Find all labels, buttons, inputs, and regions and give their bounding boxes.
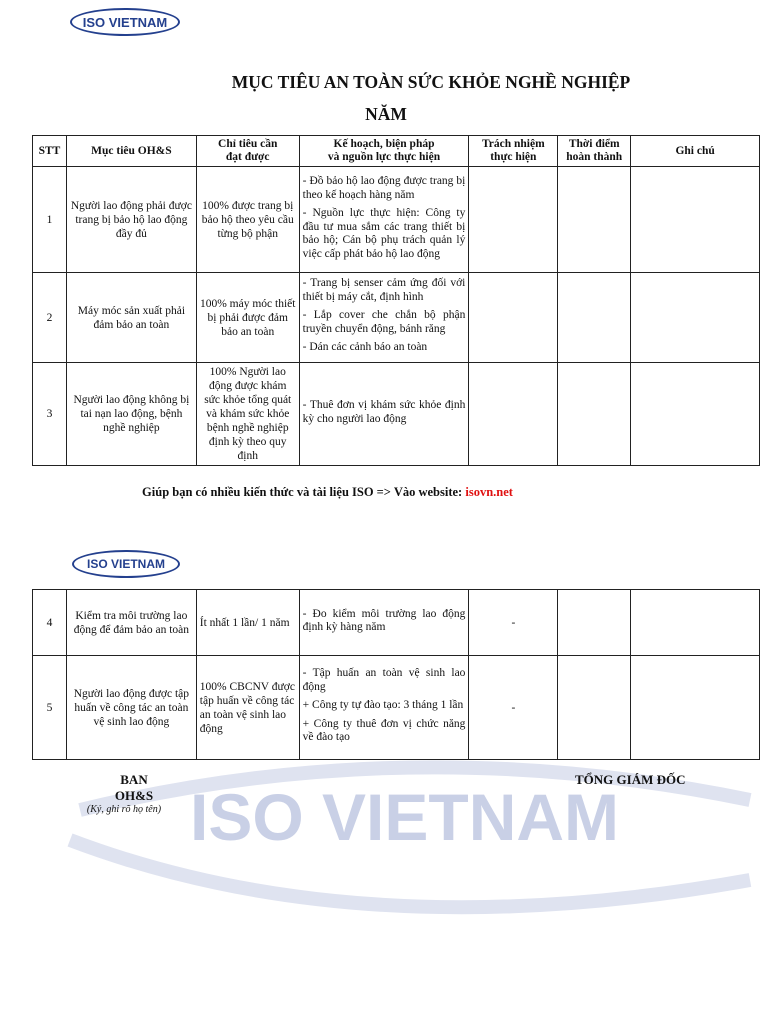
table-row — [33, 363, 760, 466]
cell-responsibility: - — [469, 590, 558, 656]
signature-note: (Ký, ghi rõ họ tên) — [86, 804, 162, 815]
cell-responsibility — [469, 273, 558, 363]
plan-item: - Tập huấn an toàn vệ sinh lao động — [302, 667, 466, 693]
cell-stt: 2 — [33, 273, 67, 363]
table-row — [33, 590, 760, 656]
website-link[interactable]: isovn.net — [465, 485, 513, 499]
plan-item: - Đo kiểm môi trường lao động định kỳ hàng năm — [302, 607, 466, 633]
cell-stt: 5 — [33, 656, 67, 760]
iso-vietnam-logo — [70, 8, 180, 36]
plan-item: + Công ty thuê đơn vị chức năng về đào tạo — [302, 717, 466, 744]
plan-item: - Lắp cover che chắn bộ phận truyền chuyển động, bánh răng — [302, 309, 466, 335]
cell-note — [631, 363, 760, 466]
signature-role: BAN OH&S — [114, 772, 154, 803]
cell-responsibility — [469, 363, 558, 466]
header-target-line1: Chỉ tiêu cần — [218, 138, 278, 150]
cell-plan — [299, 363, 469, 466]
promo-text: Giúp bạn có nhiều kiến thức và tài liệu ISO => Vào website: — [142, 485, 466, 499]
cell-plan — [299, 656, 469, 760]
header-resp-line2: thực hiện — [490, 151, 537, 163]
cell-goal: Máy móc sản xuất phải đảm bảo an toàn — [66, 273, 196, 363]
header-target — [196, 136, 299, 167]
cell-stt: 1 — [33, 167, 67, 273]
cell-note — [631, 656, 760, 760]
cell-target: 100% Người lao động được khám sức khỏe tổng quát và khám sức khỏe bệnh nghề nghiệp định kỳ theo quy định — [196, 363, 299, 466]
watermark-text: ISO VIETNAM — [190, 780, 620, 854]
header-plan — [299, 136, 469, 167]
cell-goal: Người lao động được tập huấn về công tác an toàn vệ sinh lao động — [66, 656, 196, 760]
cell-plan — [299, 167, 469, 273]
plan-item: - Thuê đơn vị khám sức khỏe định kỳ cho người lao động — [302, 399, 466, 425]
watermark-swoosh-bottom — [70, 840, 750, 907]
table-row — [33, 167, 760, 273]
table-row — [33, 656, 760, 760]
plan-item: - Nguồn lực thực hiện: Công ty đầu tư mua sắm các trang thiết bị bảo hộ; Cán bộ phụ trách quản lý việc cấp phát bảo hộ lao động — [302, 207, 466, 260]
cell-deadline — [558, 590, 631, 656]
header-resp-line1: Trách nhiệm — [481, 138, 545, 150]
cell-deadline — [558, 167, 631, 273]
header-target-line2: đạt được — [225, 151, 270, 163]
cell-note — [631, 590, 760, 656]
cell-goal: Kiểm tra môi trường lao động để đảm bảo an toàn — [66, 590, 196, 656]
cell-responsibility: - — [469, 656, 558, 760]
header-responsibility — [469, 136, 558, 167]
cell-deadline — [558, 656, 631, 760]
iso-vietnam-logo — [72, 550, 180, 578]
header-goal: Mục tiêu OH&S — [66, 136, 196, 167]
cell-goal: Người lao động không bị tai nạn lao động, bệnh nghề nghiệp — [66, 363, 196, 466]
objectives-table-continued — [32, 589, 760, 760]
cell-plan — [299, 273, 469, 363]
header-plan-line2: và nguồn lực thực hiện — [327, 151, 441, 163]
cell-stt: 4 — [33, 590, 67, 656]
cell-responsibility — [469, 167, 558, 273]
objectives-table — [32, 135, 760, 466]
header-time-line2: hoàn thành — [566, 151, 623, 163]
logo-text: ISO VIETNAM — [82, 14, 168, 30]
cell-note — [631, 167, 760, 273]
logo-text: ISO VIETNAM — [86, 557, 165, 571]
cell-plan — [299, 590, 469, 656]
cell-target: Ít nhất 1 lần/ 1 năm — [196, 590, 299, 656]
header-time-line1: Thời điểm — [568, 138, 620, 150]
cell-goal: Người lao động phải được trang bị bảo hộ lao động đầy đủ — [66, 167, 196, 273]
plan-item: + Công ty tự đào tạo: 3 tháng 1 lần — [302, 699, 464, 712]
plan-item: - Đồ bảo hộ lao động được trang bị theo kế hoạch hàng năm — [302, 175, 466, 201]
plan-item: - Trang bị senser cảm ứng đối với thiết bị máy cắt, định hình — [302, 277, 466, 303]
table-row — [33, 273, 760, 363]
cell-target: 100% được trang bị bảo hộ theo yêu cầu từng bộ phận — [196, 167, 299, 273]
header-plan-line1: Kế hoạch, biện pháp — [333, 138, 435, 150]
document-title: MỤC TIÊU AN TOÀN SỨC KHỎE NGHỀ NGHIỆP — [231, 72, 631, 92]
website-promo — [0, 485, 655, 500]
table-header-row — [33, 136, 760, 167]
cell-deadline — [558, 363, 631, 466]
header-stt: STT — [33, 136, 67, 167]
cell-target: 100% máy móc thiết bị phải được đảm bảo an toàn — [196, 273, 299, 363]
plan-item: - Dán các cảnh báo an toàn — [302, 341, 428, 354]
cell-deadline — [558, 273, 631, 363]
signature-general-director: TỔNG GIÁM ĐỐC — [575, 772, 686, 787]
cell-target: 100% CBCNV được tập huấn về công tác an toàn vệ sinh lao động — [196, 656, 299, 760]
cell-stt: 3 — [33, 363, 67, 466]
header-note: Ghi chú — [631, 136, 760, 167]
signature-ohs-board — [86, 772, 164, 815]
header-deadline — [558, 136, 631, 167]
cell-note — [631, 273, 760, 363]
document-title-year: NĂM — [365, 104, 407, 124]
